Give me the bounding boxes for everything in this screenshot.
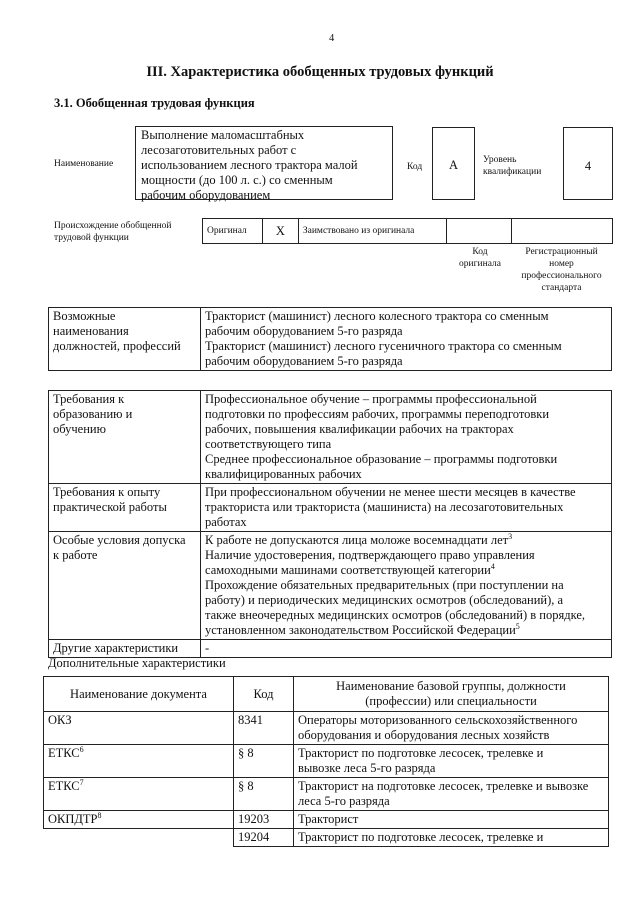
header-code (234, 677, 294, 712)
education-row (49, 391, 612, 484)
function-name-line: рабочим оборудованием (141, 188, 271, 202)
code-cell (234, 745, 294, 778)
code-original-caption-line: оригинала (459, 259, 501, 269)
special-text: самоходными машинами соответствующей категории (205, 563, 491, 577)
other-label: Другие характеристики (53, 641, 179, 655)
special-value-line: также внеочередных медицинских осмотров (обследований) в порядке, (205, 608, 586, 622)
positions-value-line: рабочим оборудованием 5-го разряда (205, 354, 403, 368)
level-label (483, 154, 541, 178)
experience-label-line: Требования к опыту (53, 485, 161, 499)
positions-label-cell (49, 308, 201, 371)
borrowed-label-cell (298, 219, 446, 244)
doc-cell (44, 745, 234, 778)
special-value-line (205, 563, 607, 578)
other-row (49, 640, 612, 658)
function-name-line: лесозаготовительных работ с (141, 143, 297, 157)
name-line: оборудования и оборудования лесных хозяйств (298, 728, 550, 742)
header-name-line: (профессии) или специальности (365, 694, 537, 708)
positions-value-line: Тракторист (машинист) лесного колесного трактора со сменным (205, 309, 549, 323)
doc-text: ЕТКС (48, 779, 80, 793)
table-row (44, 712, 609, 745)
positions-label-line: Возможные (53, 309, 116, 323)
function-name-line: использованием лесного трактора малой (141, 158, 358, 172)
reg-number-cell (512, 219, 613, 244)
special-value-line: Прохождение обязательных предварительных (при поступлении на (205, 578, 564, 592)
special-value-line (205, 623, 607, 638)
code-text: 8341 (238, 713, 263, 727)
original-label-cell (203, 219, 263, 244)
name-line: Тракторист (298, 812, 359, 826)
education-value-line: рабочих, повышения квалификации рабочих на тракторах (205, 422, 514, 436)
footnote-ref: 4 (490, 561, 495, 571)
doc-cell (44, 811, 234, 829)
level-box (563, 127, 613, 200)
positions-value-line: Тракторист (машинист) лесного гусеничного трактора со сменным (205, 339, 562, 353)
reg-number-caption-line: номер (549, 259, 574, 269)
reg-number-caption-line: Регистрационный (525, 247, 598, 257)
additional-header-row (44, 677, 609, 712)
education-value-line: соответствующего типа (205, 437, 332, 451)
experience-value-line: При профессиональном обучении не менее шести месяцев в качестве (205, 485, 576, 499)
name-label: Наименование (54, 159, 114, 169)
borrowed-label: Заимствовано из оригинала (302, 226, 415, 236)
experience-row (49, 484, 612, 532)
special-label-line: Особые условия допуска (53, 533, 186, 547)
special-value-line: Наличие удостоверения, подтверждающего право управления (205, 548, 535, 562)
section-title: III. Характеристика обобщенных трудовых функций (146, 64, 494, 80)
special-label-line: к работе (53, 548, 98, 562)
code-cell (234, 778, 294, 811)
original-mark: Х (275, 223, 285, 238)
other-value-cell (201, 640, 612, 658)
table-row (44, 829, 609, 847)
footnote-ref: 3 (508, 531, 513, 541)
code-original-cell (446, 219, 512, 244)
positions-label-line: должностей, профессий (53, 339, 181, 353)
name-cell (294, 712, 609, 745)
original-label: Оригинал (207, 226, 247, 236)
code-text: § 8 (238, 746, 254, 760)
name-line: Тракторист по подготовке лесосек, трелевке и (298, 830, 544, 844)
header-doc-text: Наименование документа (70, 686, 207, 701)
function-name-box (135, 126, 393, 200)
header-name (294, 677, 609, 712)
education-label-cell (49, 391, 201, 484)
education-value-line: Профессиональное обучение – программы профессиональной (205, 392, 537, 406)
original-mark-cell (262, 219, 298, 244)
code-original-caption-line: Код (472, 247, 488, 257)
footnote-ref: 5 (515, 621, 520, 631)
code-text: § 8 (238, 779, 254, 793)
doc-cell (44, 829, 234, 847)
positions-value-cell (201, 308, 612, 371)
header-code-text: Код (253, 686, 274, 701)
level-value: 4 (584, 159, 592, 173)
doc-text: ЕТКС (48, 746, 80, 760)
reg-number-caption-line: профессионального (521, 271, 602, 281)
code-text: 19204 (238, 830, 270, 844)
education-value-line: подготовки по профессиям рабочих, программы переподготовки (205, 407, 550, 421)
footnote-ref: 7 (79, 777, 84, 787)
code-label: Код (407, 162, 423, 172)
function-name-line: Выполнение маломасштабных (141, 128, 305, 142)
origin-table (202, 218, 613, 244)
page-number: 4 (329, 33, 335, 44)
reg-number-caption-line: стандарта (541, 283, 582, 293)
education-value-line: квалифицированных рабочих (205, 467, 362, 481)
special-text: К работе не допускаются лица моложе восемнадцати лет (205, 533, 509, 547)
name-cell (294, 829, 609, 847)
reg-number-caption (510, 246, 613, 294)
origin-label (54, 220, 172, 244)
subsection-title: 3.1. Обобщенная трудовая функция (54, 96, 255, 110)
code-cell (234, 712, 294, 745)
doc-text: ОКПДТР (48, 812, 98, 826)
name-cell (294, 778, 609, 811)
code-box (432, 127, 475, 200)
education-label-line: Требования к (53, 392, 125, 406)
code-cell (234, 811, 294, 829)
level-label-line: квалификации (483, 167, 542, 177)
name-cell (294, 745, 609, 778)
name-line: Операторы моторизованного сельскохозяйственного (298, 713, 578, 727)
education-label-line: обучению (53, 422, 106, 436)
positions-table (48, 307, 612, 371)
code-original-caption (447, 246, 513, 270)
level-label-line: Уровень (483, 155, 517, 165)
name-cell (294, 811, 609, 829)
special-value-cell (201, 532, 612, 640)
table-row (44, 811, 609, 829)
doc-text: ОКЗ (48, 713, 72, 727)
special-text: установленном законодательством Российской Федерации (205, 623, 516, 637)
additional-table (43, 676, 609, 847)
special-value-line (205, 533, 607, 548)
experience-value-line: работах (205, 515, 247, 529)
education-value-line: Среднее профессиональное образование – программы подготовки (205, 452, 558, 466)
experience-value-line: тракториста или тракториста (машиниста) на лесозаготовительных (205, 500, 564, 514)
table-row (44, 778, 609, 811)
name-line: Тракторист на подготовке лесосек, трелевке и вывозке (298, 779, 589, 793)
table-row (44, 745, 609, 778)
doc-cell (44, 712, 234, 745)
function-name-text (136, 127, 392, 204)
code-value: А (448, 158, 459, 172)
positions-label-line: наименования (53, 324, 129, 338)
education-value-cell (201, 391, 612, 484)
additional-title: Дополнительные характеристики (48, 656, 226, 670)
special-label-cell (49, 532, 201, 640)
other-value: - (205, 641, 210, 655)
other-label-cell (49, 640, 201, 658)
requirements-table (48, 390, 612, 658)
experience-label-cell (49, 484, 201, 532)
doc-cell (44, 778, 234, 811)
origin-label-line: Происхождение обобщенной (54, 221, 172, 231)
function-name-line: мощности (до 100 л. с.) со сменным (141, 173, 333, 187)
code-cell (234, 829, 294, 847)
education-label-line: образованию и (53, 407, 133, 421)
special-value-line: работу) и периодических медицинских осмотров (обследований), а (205, 593, 564, 607)
experience-value-cell (201, 484, 612, 532)
header-name-line: Наименование базовой группы, должности (336, 679, 566, 693)
special-conditions-row (49, 532, 612, 640)
name-line: вывозке леса 5-го разряда (298, 761, 436, 775)
positions-value-line: рабочим оборудованием 5-го разряда (205, 324, 403, 338)
code-text: 19203 (238, 812, 270, 826)
footnote-ref: 8 (97, 810, 102, 820)
footnote-ref: 6 (79, 744, 84, 754)
origin-label-line: трудовой функции (54, 233, 129, 243)
experience-label-line: практической работы (53, 500, 167, 514)
name-line: леса 5-го разряда (298, 794, 390, 808)
name-line: Тракторист по подготовке лесосек, трелевке и (298, 746, 544, 760)
header-doc (44, 677, 234, 712)
